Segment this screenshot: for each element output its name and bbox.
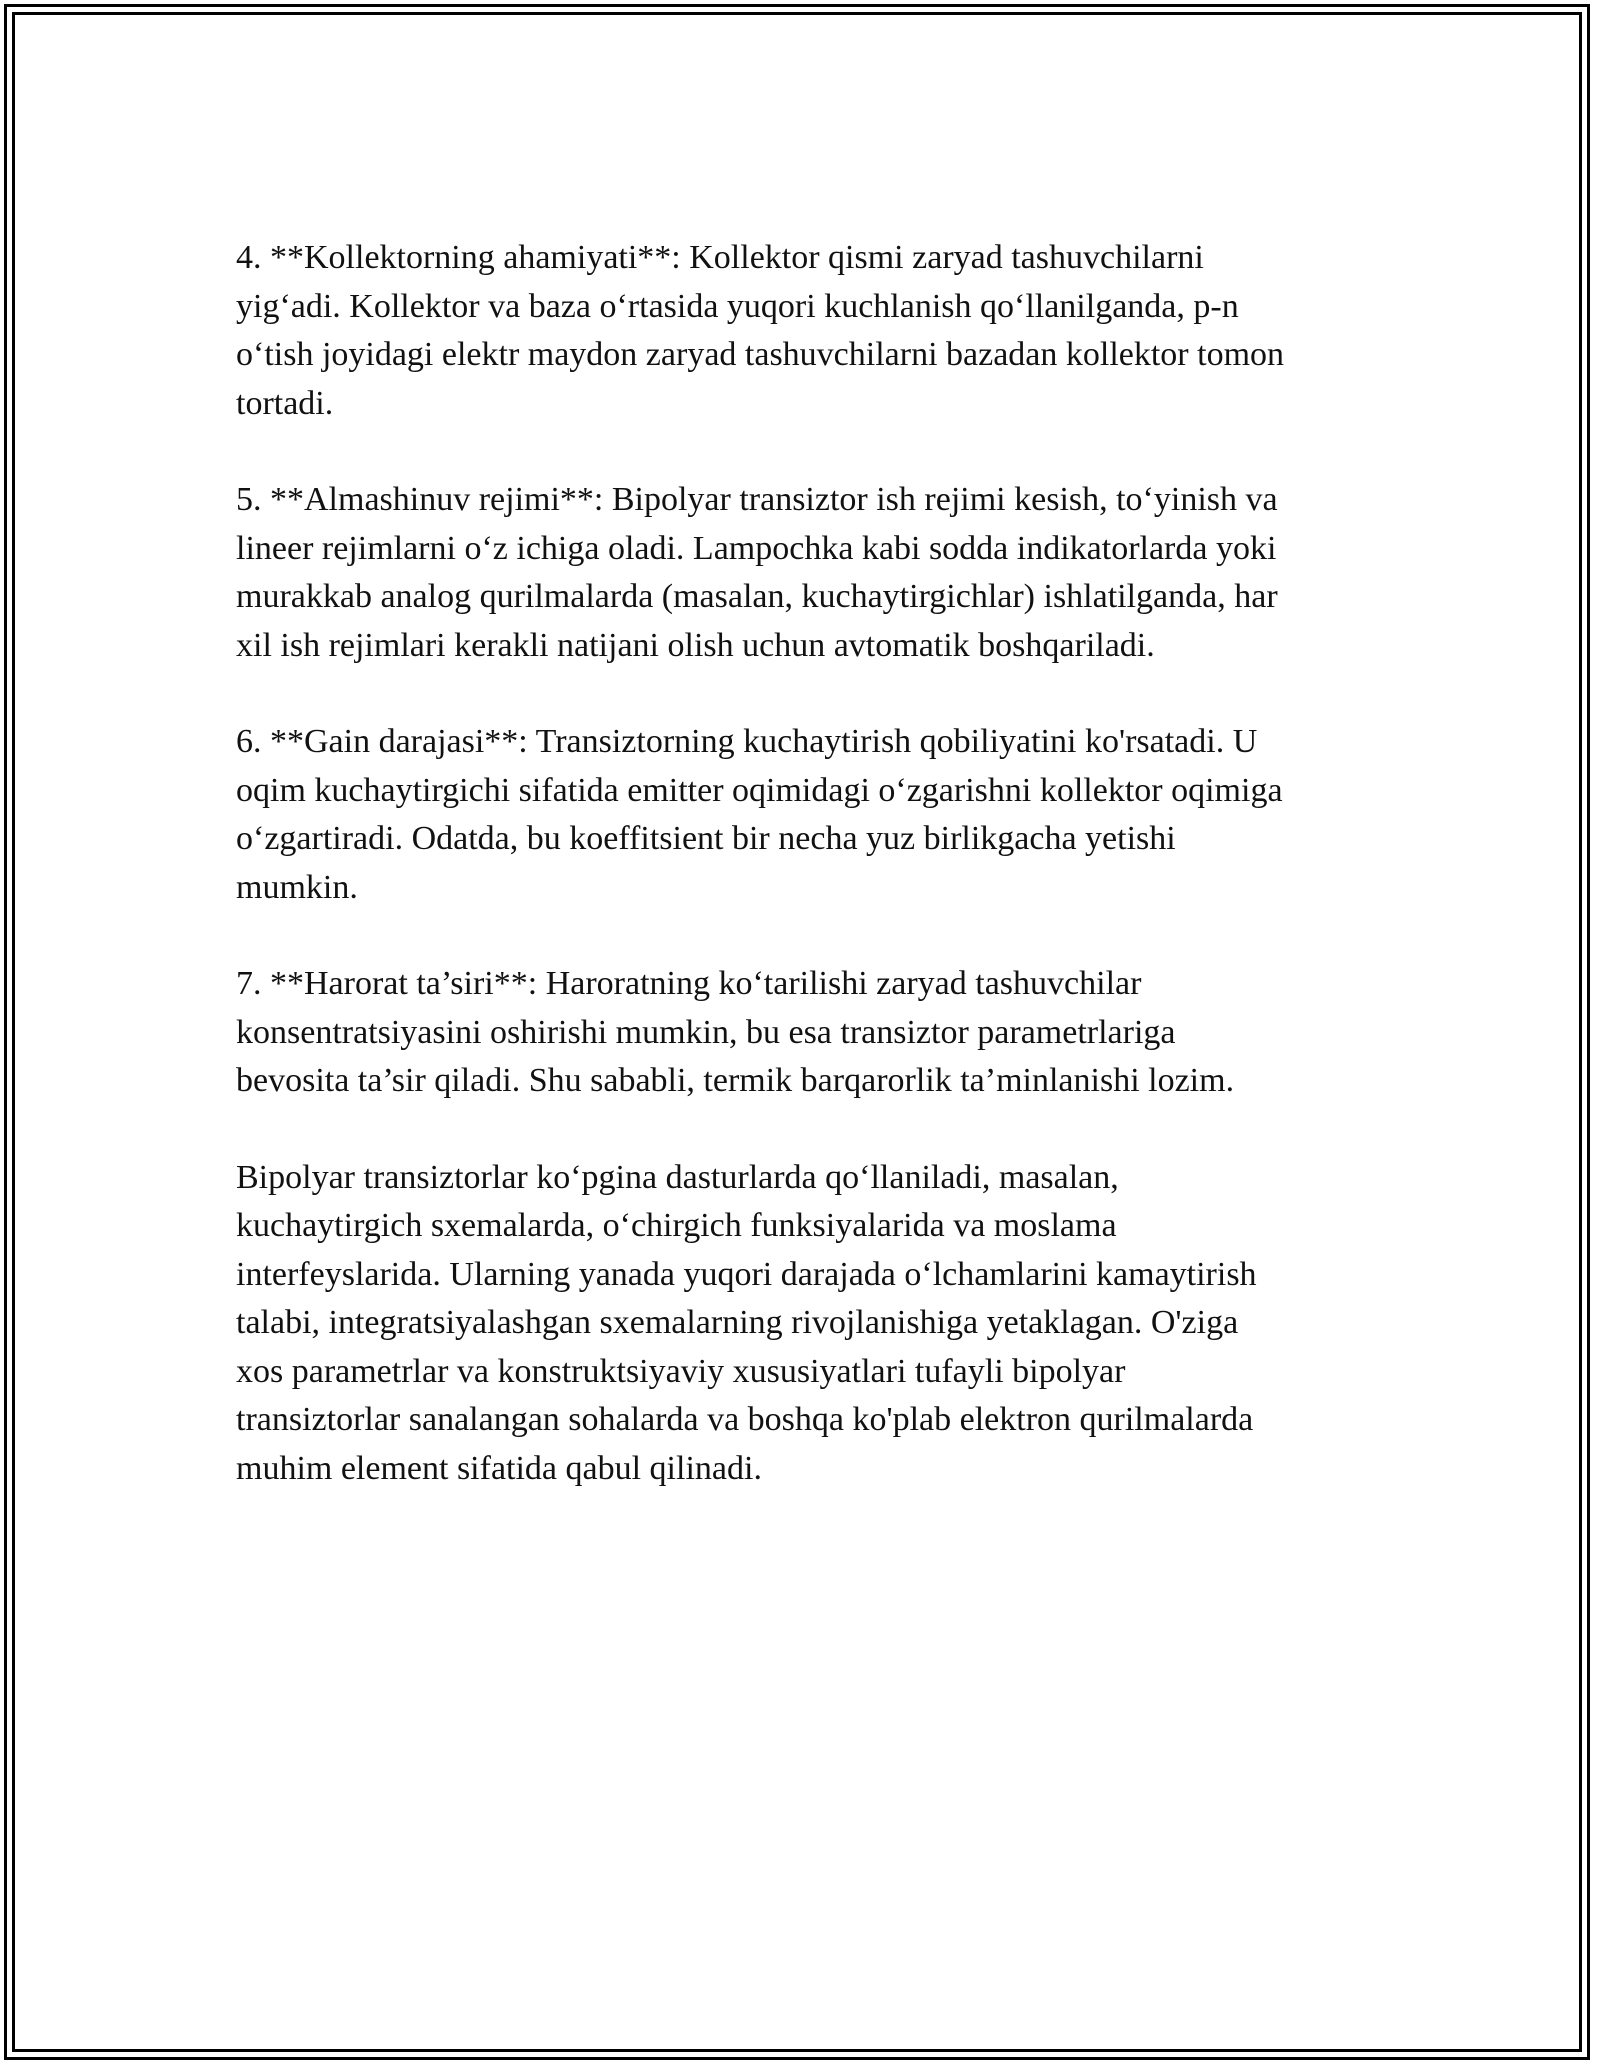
paragraph-temperature-effect: 7. **Harorat ta’siri**: Haroratning ko‘tarilishi zaryad tashuvchilar konsentratsiyasini oshirishi mumkin, bu esa transiztor parametrlariga bevosita ta’sir qiladi. Shu sababli, termik barqarorlik ta’minlanishi lozim.	[236, 965, 1235, 1099]
paragraph-switching-mode: 5. **Almashinuv rejimi**: Bipolyar transiztor ish rejimi kesish, to‘yinish va lineer rejimlarni o‘z ichiga oladi. Lampochka kabi sodda indikatorlarda yoki murakkab analog qurilmalarda (masalan, kuchaytirgichlar) ishlatilganda, har xil ish rejimlari kerakli natijani olish uchun avtomatik boshqariladi.	[236, 481, 1278, 664]
paragraph-conclusion: Bipolyar transiztorlar ko‘pgina dasturlarda qo‘llaniladi, masalan, kuchaytirgich sxemalarda, o‘chirgich funksiyalarida va moslama interfeyslarida. Ularning yanada yuqori darajada o‘lchamlarini kamaytirish talabi, integratsiyalashgan sxemalarning rivojlanishiga yetaklagan. O'ziga xos parametrlar va konstruktsiyaviy xususiyatlari tufayli bipolyar transiztorlar sanalangan sohalarda va boshqa ko'plab elektron qurilmalarda muhim element sifatida qabul qilinadi.	[236, 1158, 1257, 1487]
paragraph-gain-level: 6. **Gain darajasi**: Transiztorning kuchaytirish qobiliyatini ko'rsatadi. U oqim kuchaytirgichi sifatida emitter oqimidagi o‘zgarishni kollektor oqimiga o‘zgartiradi. Odatda, bu koeffitsient bir necha yuz birlikgacha yetishi mumkin.	[236, 723, 1283, 906]
paragraph-collector-importance: 4. **Kollektorning ahamiyati**: Kollektor qismi zaryad tashuvchilarni yig‘adi. Kollektor va baza o‘rtasida yuqori kuchlanish qo‘llanilganda, p-n o‘tish joyidagi elektr maydon zaryad tashuvchilarni bazadan kollektor tomon tortadi.	[236, 239, 1285, 422]
document-body	[236, 234, 1376, 1493]
